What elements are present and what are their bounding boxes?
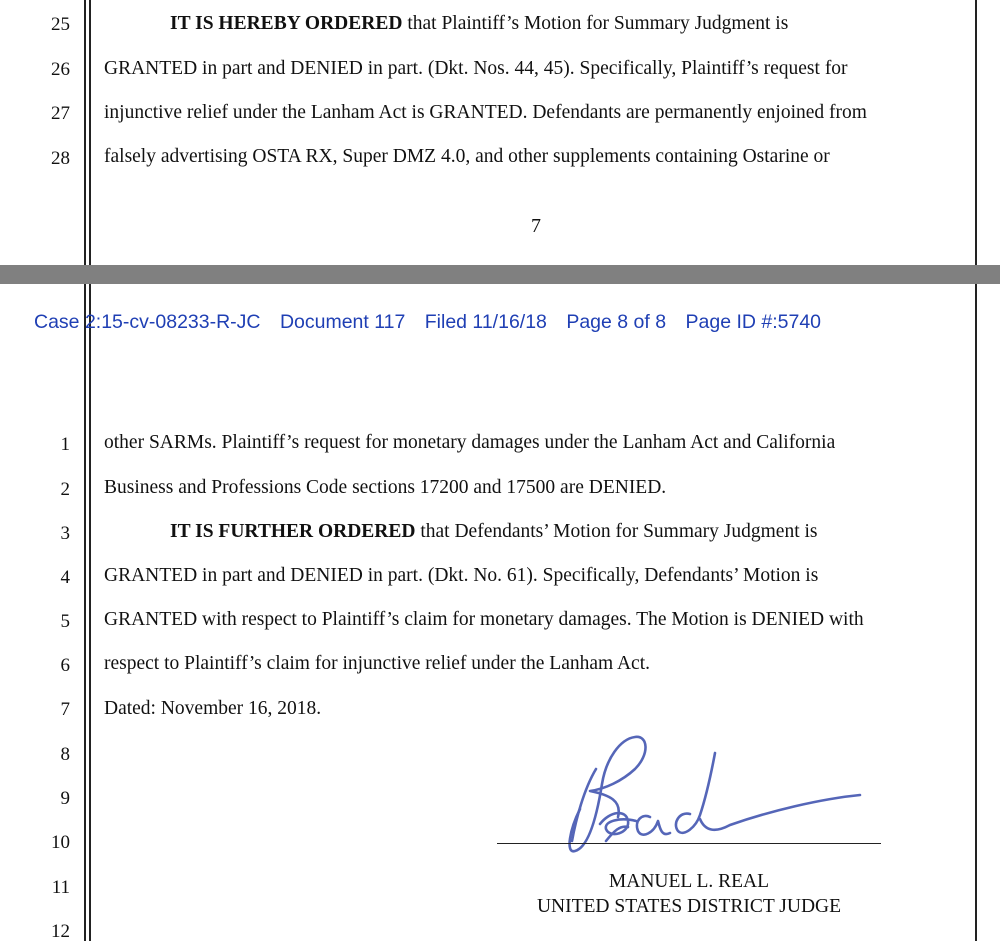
order-heading: IT IS FURTHER ORDERED: [170, 521, 416, 542]
margin-rule-left-2: [89, 0, 91, 265]
line-number: 9: [60, 788, 70, 809]
text-line: IT IS FURTHER ORDERED that Defendants’ Motion for Summary Judgment is: [170, 521, 818, 542]
line-number: 1: [60, 434, 70, 455]
handwritten-signature: [540, 729, 880, 869]
line-number: 6: [60, 655, 70, 676]
line-number: 5: [60, 611, 70, 632]
page-separator: [0, 265, 1000, 284]
margin-rule-right: [975, 284, 977, 941]
line-number: 3: [60, 523, 70, 544]
text-line: injunctive relief under the Lanham Act is GRANTED. Defendants are permanently enjoined from: [104, 102, 867, 123]
line-number: 7: [60, 699, 70, 720]
line-number: 10: [51, 832, 70, 853]
text-line: GRANTED in part and DENIED in part. (Dkt. Nos. 44, 45). Specifically, Plaintiff’s request for: [104, 58, 848, 79]
line-number: 25: [51, 14, 70, 35]
text-line: Business and Professions Code sections 17200 and 17500 are DENIED.: [104, 477, 667, 498]
judge-name: MANUEL L. REAL: [608, 871, 770, 892]
order-heading: IT IS HEREBY ORDERED: [170, 13, 403, 34]
text-line: GRANTED with respect to Plaintiff’s claim for monetary damages. The Motion is DENIED with: [104, 609, 864, 630]
line-number: 4: [60, 567, 70, 588]
text-line: GRANTED in part and DENIED in part. (Dkt. No. 61). Specifically, Defendants’ Motion is: [104, 565, 819, 586]
page-of: Page 8 of 8: [566, 311, 667, 333]
page-8: [0, 284, 1000, 941]
text-line: falsely advertising OSTA RX, Super DMZ 4.0, and other supplements containing Ostarine or: [104, 146, 830, 167]
ecf-header: [34, 311, 835, 334]
line-number: 8: [60, 744, 70, 765]
judge-title: UNITED STATES DISTRICT JUDGE: [536, 896, 842, 917]
line-number: 11: [51, 877, 70, 898]
text-line: respect to Plaintiff’s claim for injunctive relief under the Lanham Act.: [104, 653, 650, 674]
margin-rule-right: [975, 0, 977, 265]
filed-date: Filed 11/16/18: [424, 311, 547, 333]
case-number: Case 2:15-cv-08233-R-JC: [34, 311, 261, 333]
line-number: 26: [51, 59, 70, 80]
dated-line: Dated: November 16, 2018.: [104, 698, 322, 719]
signature-line: [497, 843, 881, 844]
text-line: other SARMs. Plaintiff’s request for monetary damages under the Lanham Act and California: [104, 432, 836, 453]
text-line: IT IS HEREBY ORDERED that Plaintiff’s Motion for Summary Judgment is: [170, 13, 789, 34]
margin-rule-left-1: [84, 0, 86, 265]
page-number: 7: [531, 215, 541, 237]
margin-rule-left-2: [89, 284, 91, 941]
line-number: 28: [51, 148, 70, 169]
page-id: Page ID #:5740: [685, 311, 822, 333]
page-7-fragment: [0, 0, 1000, 265]
document-number: Document 117: [279, 311, 406, 333]
line-number: 2: [60, 479, 70, 500]
line-number: 27: [51, 103, 70, 124]
margin-rule-left-1: [84, 284, 86, 941]
line-number: 12: [51, 921, 70, 942]
